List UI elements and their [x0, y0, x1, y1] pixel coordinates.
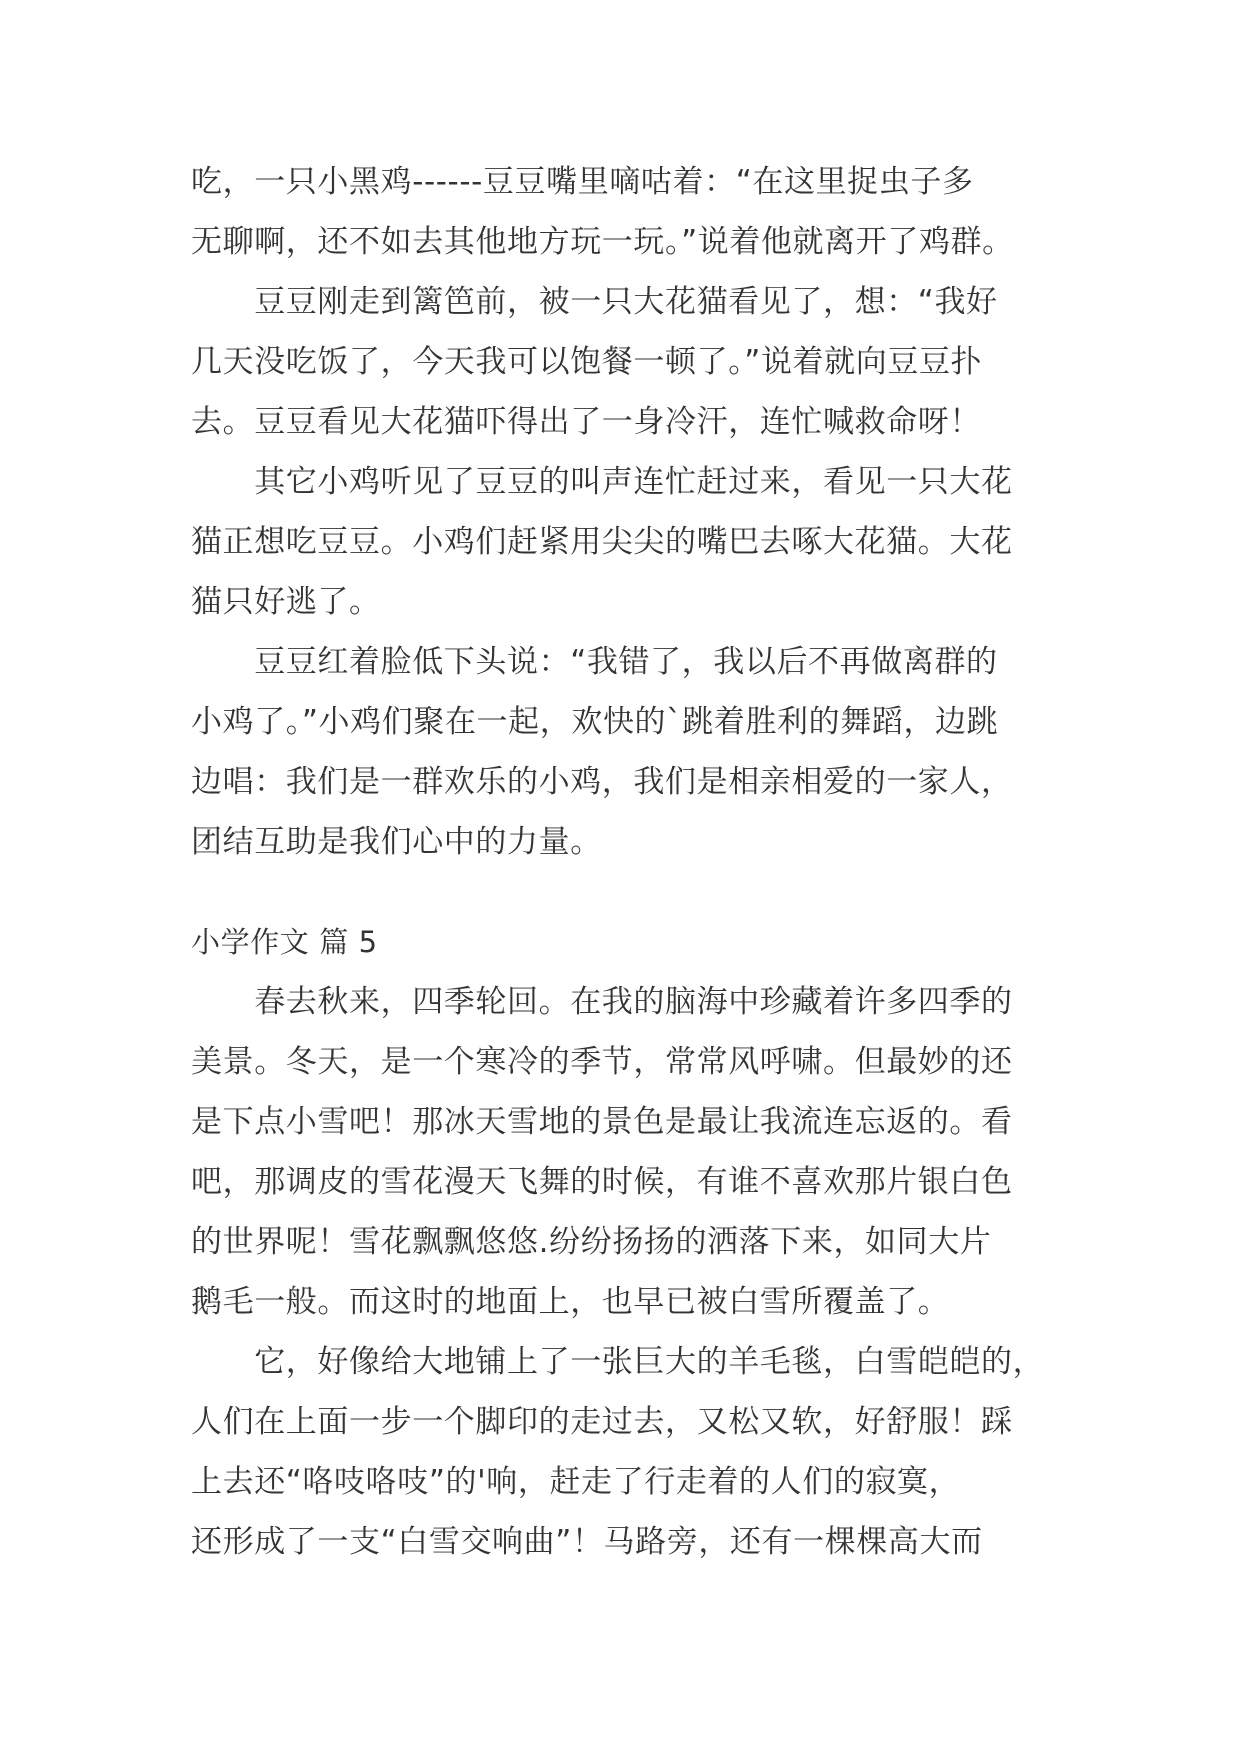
text-line: 的世界呢！雪花飘飘悠悠.纷纷扬扬的洒落下来，如同大片 — [191, 1224, 992, 1260]
text-line: 豆豆刚走到篱笆前，被一只大花猫看见了，想：“我好 — [191, 284, 998, 320]
text-line: 去。豆豆看见大花猫吓得出了一身冷汗，连忙喊救命呀！ — [191, 404, 981, 440]
text-line: 春去秋来，四季轮回。在我的脑海中珍藏着许多四季的 — [191, 984, 1013, 1020]
text-line: 上去还“咯吱咯吱”的'响，赶走了行走着的人们的寂寞， — [191, 1464, 961, 1500]
text-line: 人们在上面一步一个脚印的走过去，又松又软，好舒服！踩 — [191, 1404, 1013, 1440]
text-line: 吃，一只小黑鸡------豆豆嘴里嘀咕着：“在这里捉虫子多 — [191, 164, 974, 200]
text-line: 它，好像给大地铺上了一张巨大的羊毛毯，白雪皑皑的， — [191, 1344, 1045, 1380]
text-line: 鹅毛一般。而这时的地面上，也早已被白雪所覆盖了。 — [191, 1284, 950, 1320]
section-heading: 小学作文 篇 5 — [191, 925, 378, 959]
text-line: 几天没吃饭了，今天我可以饱餐一顿了。”说着就向豆豆扑 — [191, 344, 983, 380]
text-line: 猫正想吃豆豆。小鸡们赶紧用尖尖的嘴巴去啄大花猫。大花 — [191, 524, 1013, 560]
text-line: 小鸡了。”小鸡们聚在一起，欢快的`跳着胜利的舞蹈，边跳 — [191, 704, 999, 740]
text-line: 其它小鸡听见了豆豆的叫声连忙赶过来，看见一只大花 — [191, 464, 1013, 500]
text-line: 无聊啊，还不如去其他地方玩一玩。”说着他就离开了鸡群。 — [191, 224, 1014, 260]
text-line: 还形成了一支“白雪交响曲”！马路旁，还有一棵棵高大而 — [191, 1524, 983, 1560]
text-line: 猫只好逃了。 — [191, 584, 381, 620]
text-line: 边唱：我们是一群欢乐的小鸡，我们是相亲相爱的一家人， — [191, 764, 1013, 800]
text-line: 豆豆红着脸低下头说：“我错了，我以后不再做离群的 — [191, 644, 998, 680]
text-line: 吧，那调皮的雪花漫天飞舞的时候，有谁不喜欢那片银白色 — [191, 1164, 1013, 1200]
text-line: 团结互助是我们心中的力量。 — [191, 824, 602, 860]
text-line: 是下点小雪吧！那冰天雪地的景色是最让我流连忘返的。看 — [191, 1104, 1013, 1140]
text-line: 美景。冬天，是一个寒冷的季节，常常风呼啸。但最妙的还 — [191, 1044, 1013, 1080]
